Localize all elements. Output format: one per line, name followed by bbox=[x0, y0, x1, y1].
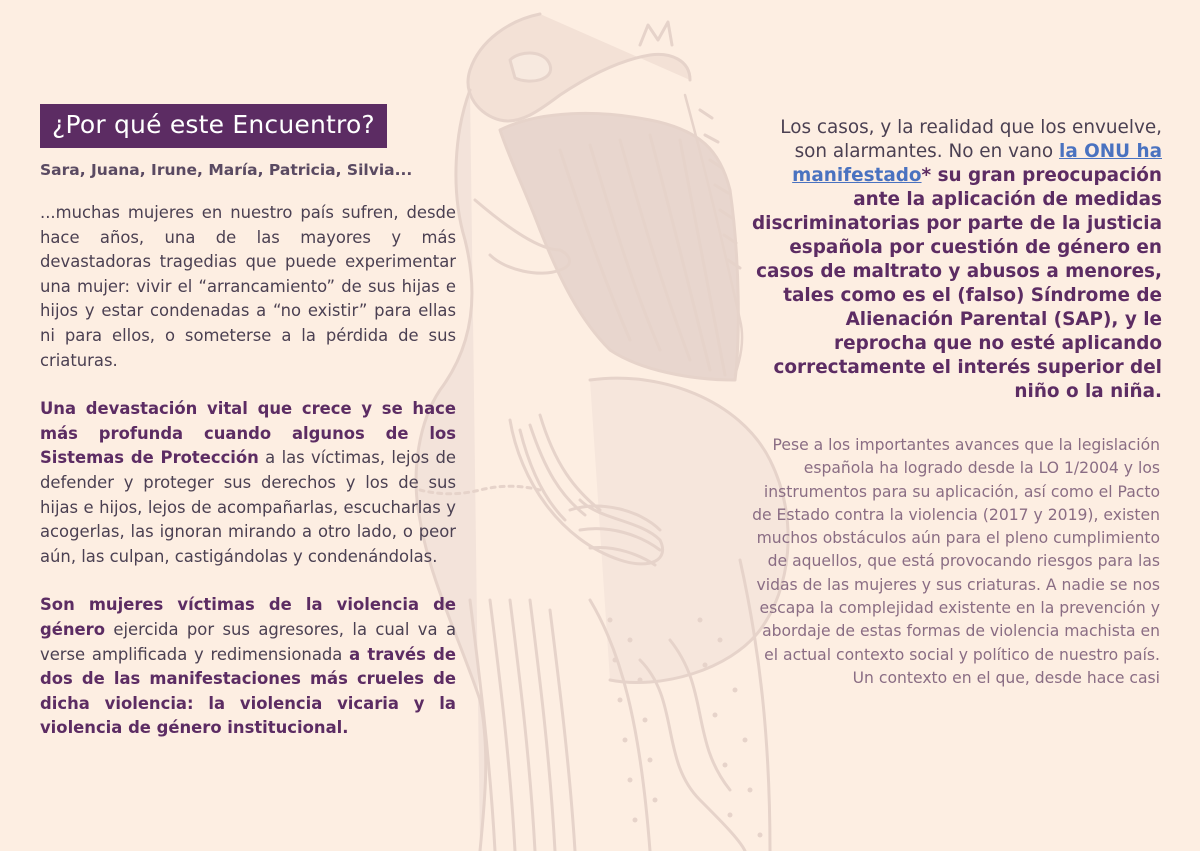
names-line: Sara, Juana, Irune, María, Patricia, Silvia... bbox=[40, 161, 413, 179]
paragraph-2-highlight: Una devastación vital que crece y se hace más profunda cuando algunos de los Sistemas de Protección bbox=[40, 399, 456, 468]
right-column-intro bbox=[752, 116, 1162, 404]
onu-link[interactable]: la ONU ha manifestado bbox=[792, 141, 1162, 186]
intro-highlight: su gran preocupación ante la aplicación de medidas discriminatorias por parte de la justicia española por cuestión de género en casos de maltrato y abusos a menores, tales como es el (falso) Síndrome de Alienación Parental (SAP), y le reprocha que no esté aplicando correctamente el interés superior del niño o la niña. bbox=[752, 165, 1163, 402]
paragraph-3-highlight-2: a través de dos de las manifestaciones más crueles de dicha violencia: la violencia vicaria y la violencia de género institucional. bbox=[40, 644, 456, 738]
paragraph-1: ...muchas mujeres en nuestro país sufren, desde hace años, una de las mayores y más devastadoras tragedias que puede experimentar una mujer: vivir el “arrancamiento” de sus hijas e hijos y estar condenadas a “no existir” para ellas ni para ellos, o someterse a la pérdida de sus criaturas. bbox=[40, 203, 456, 370]
section-title: ¿Por qué este Encuentro? bbox=[40, 104, 387, 148]
intro-paragraph bbox=[752, 116, 1162, 404]
right-column-body bbox=[752, 434, 1160, 690]
paragraph-2 bbox=[40, 397, 456, 569]
left-column bbox=[40, 104, 456, 741]
paragraph-3 bbox=[40, 593, 456, 741]
paragraph-2-text: a las víctimas, lejos de defender y proteger sus derechos y los de sus hijas e hijos, lejos de acompañarlas, escucharlas y acogerlas, las ignoran mirando a otro lado, o peor aún, las culpan, castigándolas y condenándolas. bbox=[40, 448, 456, 566]
paragraph-3-highlight-1: Son mujeres víctimas de la violencia de género bbox=[40, 595, 456, 639]
intro-text: Los casos, y la realidad que los envuelve, son alarmantes. No en vano bbox=[780, 117, 1162, 162]
paragraph-3-text: ejercida por sus agresores, la cual va a verse amplificada y redimensionada bbox=[40, 619, 456, 664]
footnote-asterisk: * bbox=[921, 165, 932, 186]
body-paragraph: Pese a los importantes avances que la legislación española ha logrado desde la LO 1/2004 y los instrumentos para su aplicación, así como el Pacto de Estado contra la violencia (2017 y 2019), existen muchos obstáculos aún para el pleno cumplimiento de aquellos, que está provocando riesgos para las vidas de las mujeres y sus criaturas. A nadie se nos escapa la complejidad existente en la prevención y abordaje de estas formas de violencia machista en el actual contexto social y político de nuestro país. Un contexto en el que, desde hace casi bbox=[752, 436, 1160, 687]
